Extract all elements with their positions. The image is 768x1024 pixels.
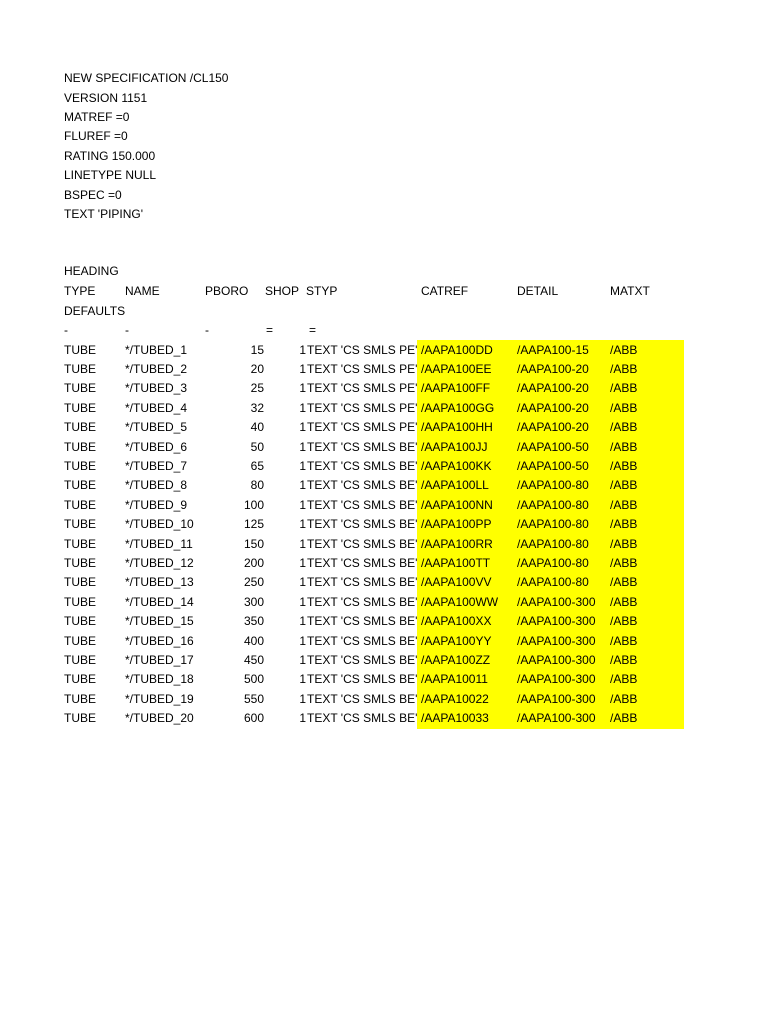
table-row: [0, 632, 768, 651]
cell-catref: /AAPA100HH: [421, 420, 493, 435]
cell-catref: /AAPA100RR: [421, 536, 493, 551]
cell-matxt: /ABB: [610, 361, 638, 376]
cell-pboro: 100: [243, 497, 264, 512]
cell-matxt: /ABB: [610, 691, 638, 706]
spec-line-text: TEXT 'PIPING': [64, 207, 144, 221]
cell-type: TUBE: [64, 439, 97, 454]
cell-shop: 1: [299, 711, 306, 726]
cell-catref: /AAPA100DD: [421, 342, 493, 357]
cell-pboro: 250: [243, 575, 264, 590]
cell-shop: 1: [299, 400, 306, 415]
cell-catref: /AAPA100TT: [421, 555, 491, 570]
cell-catref: /AAPA100WW: [421, 594, 499, 609]
spec-line-matref: MATREF =0: [64, 110, 130, 124]
cell-type: TUBE: [64, 400, 97, 415]
column-header-row: [0, 282, 768, 301]
table-row: [0, 438, 768, 457]
default-pboro: -: [205, 323, 209, 337]
cell-detail: /AAPA100-80: [517, 575, 589, 590]
spec-line-fluref: FLUREF =0: [64, 129, 128, 143]
cell-detail: /AAPA100-300: [517, 652, 596, 667]
cell-shop: 1: [299, 458, 306, 473]
cell-type: TUBE: [64, 342, 97, 357]
cell-detail: /AAPA100-300: [517, 614, 596, 629]
cell-type: TUBE: [64, 497, 97, 512]
cell-matxt: /ABB: [610, 594, 638, 609]
cell-pboro: 150: [243, 536, 264, 551]
cell-type: TUBE: [64, 711, 97, 726]
cell-shop: 1: [299, 439, 306, 454]
table-row: [0, 593, 768, 612]
cell-shop: 1: [299, 381, 306, 396]
cell-pboro: 40: [250, 420, 264, 435]
cell-shop: 1: [299, 478, 306, 493]
cell-detail: /AAPA100-300: [517, 594, 596, 609]
cell-pboro: 50: [250, 439, 264, 454]
cell-styp: TEXT 'CS SMLS BE': [307, 711, 418, 726]
cell-catref: /AAPA100KK: [421, 458, 492, 473]
cell-styp: TEXT 'CS SMLS PE': [307, 420, 418, 435]
table-row: [0, 379, 768, 398]
cell-matxt: /ABB: [610, 458, 638, 473]
cell-name: */TUBED_4: [125, 400, 188, 415]
cell-styp: TEXT 'CS SMLS PE': [307, 381, 418, 396]
cell-shop: 1: [299, 342, 306, 357]
table-row: [0, 535, 768, 554]
defaults-row: [0, 321, 768, 340]
defaults-label: DEFAULTS: [64, 304, 126, 318]
cell-styp: TEXT 'CS SMLS BE': [307, 633, 418, 648]
cell-matxt: /ABB: [610, 614, 638, 629]
cell-shop: 1: [299, 652, 306, 667]
table-row: [0, 418, 768, 437]
cell-catref: /AAPA100VV: [421, 575, 492, 590]
cell-pboro: 25: [250, 381, 264, 396]
cell-pboro: 500: [243, 672, 264, 687]
cell-catref: /AAPA10022: [421, 691, 489, 706]
cell-catref: /AAPA100LL: [421, 478, 489, 493]
cell-matxt: /ABB: [610, 439, 638, 454]
cell-detail: /AAPA100-80: [517, 555, 589, 570]
column-header-catref: CATREF: [421, 284, 469, 298]
spec-line-linetype: LINETYPE NULL: [64, 168, 157, 182]
cell-matxt: /ABB: [610, 555, 638, 570]
cell-detail: /AAPA100-300: [517, 711, 596, 726]
cell-catref: /AAPA10033: [421, 711, 489, 726]
cell-shop: 1: [299, 497, 306, 512]
table-row: [0, 651, 768, 670]
cell-pboro: 450: [243, 652, 264, 667]
cell-catref: /AAPA100NN: [421, 497, 493, 512]
cell-styp: TEXT 'CS SMLS PE': [307, 361, 418, 376]
cell-detail: /AAPA100-20: [517, 400, 589, 415]
cell-name: */TUBED_6: [125, 439, 188, 454]
cell-name: */TUBED_18: [125, 672, 194, 687]
cell-name: */TUBED_10: [125, 517, 194, 532]
default-styp: =: [309, 323, 317, 337]
cell-name: */TUBED_5: [125, 420, 188, 435]
table-row: [0, 670, 768, 689]
cell-pboro: 15: [250, 342, 264, 357]
cell-shop: 1: [299, 361, 306, 376]
cell-type: TUBE: [64, 575, 97, 590]
spec-line-rating: RATING 150.000: [64, 149, 156, 163]
cell-type: TUBE: [64, 536, 97, 551]
cell-type: TUBE: [64, 478, 97, 493]
cell-name: */TUBED_3: [125, 381, 188, 396]
cell-type: TUBE: [64, 555, 97, 570]
cell-matxt: /ABB: [610, 633, 638, 648]
cell-name: */TUBED_14: [125, 594, 194, 609]
cell-shop: 1: [299, 420, 306, 435]
column-header-type: TYPE: [64, 284, 96, 298]
table-row: [0, 709, 768, 728]
cell-name: */TUBED_13: [125, 575, 194, 590]
cell-type: TUBE: [64, 517, 97, 532]
cell-name: */TUBED_12: [125, 555, 194, 570]
cell-styp: TEXT 'CS SMLS PE': [307, 400, 418, 415]
cell-detail: /AAPA100-20: [517, 381, 589, 396]
table-row: [0, 573, 768, 592]
cell-catref: /AAPA100XX: [421, 614, 492, 629]
cell-catref: /AAPA100ZZ: [421, 652, 491, 667]
cell-styp: TEXT 'CS SMLS BE': [307, 594, 418, 609]
column-header-name: NAME: [125, 284, 160, 298]
cell-name: */TUBED_20: [125, 711, 194, 726]
cell-styp: TEXT 'CS SMLS PE': [307, 342, 418, 357]
cell-matxt: /ABB: [610, 652, 638, 667]
table-row: [0, 341, 768, 360]
cell-type: TUBE: [64, 633, 97, 648]
cell-pboro: 200: [243, 555, 264, 570]
cell-pboro: 125: [243, 517, 264, 532]
column-header-detail: DETAIL: [517, 284, 559, 298]
cell-detail: /AAPA100-20: [517, 420, 589, 435]
cell-shop: 1: [299, 633, 306, 648]
cell-detail: /AAPA100-80: [517, 478, 589, 493]
cell-shop: 1: [299, 691, 306, 706]
cell-styp: TEXT 'CS SMLS BE': [307, 458, 418, 473]
cell-name: */TUBED_8: [125, 478, 188, 493]
table-row: [0, 554, 768, 573]
cell-shop: 1: [299, 672, 306, 687]
cell-styp: TEXT 'CS SMLS BE': [307, 497, 418, 512]
column-header-matxt: MATXT: [610, 284, 650, 298]
table-row: [0, 612, 768, 631]
table-row: [0, 360, 768, 379]
cell-catref: /AAPA100YY: [421, 633, 492, 648]
cell-type: TUBE: [64, 361, 97, 376]
cell-styp: TEXT 'CS SMLS BE': [307, 614, 418, 629]
table-row: [0, 690, 768, 709]
table-row: [0, 476, 768, 495]
cell-catref: /AAPA100EE: [421, 361, 492, 376]
cell-matxt: /ABB: [610, 478, 638, 493]
cell-type: TUBE: [64, 691, 97, 706]
cell-matxt: /ABB: [610, 575, 638, 590]
cell-type: TUBE: [64, 458, 97, 473]
cell-type: TUBE: [64, 652, 97, 667]
cell-name: */TUBED_11: [125, 536, 193, 551]
cell-shop: 1: [299, 594, 306, 609]
cell-matxt: /ABB: [610, 536, 638, 551]
cell-styp: TEXT 'CS SMLS BE': [307, 439, 418, 454]
cell-catref: /AAPA10011: [421, 672, 488, 687]
cell-matxt: /ABB: [610, 420, 638, 435]
cell-detail: /AAPA100-300: [517, 691, 596, 706]
table-row: [0, 496, 768, 515]
cell-matxt: /ABB: [610, 497, 638, 512]
cell-name: */TUBED_1: [125, 342, 188, 357]
cell-pboro: 300: [243, 594, 264, 609]
column-header-shop: SHOP: [265, 284, 300, 298]
cell-pboro: 80: [250, 478, 264, 493]
cell-matxt: /ABB: [610, 381, 638, 396]
table-row: [0, 457, 768, 476]
cell-pboro: 20: [250, 361, 264, 376]
cell-matxt: /ABB: [610, 342, 638, 357]
cell-styp: TEXT 'CS SMLS BE': [307, 478, 418, 493]
cell-styp: TEXT 'CS SMLS BE': [307, 555, 418, 570]
cell-shop: 1: [299, 555, 306, 570]
cell-type: TUBE: [64, 594, 97, 609]
cell-type: TUBE: [64, 420, 97, 435]
cell-catref: /AAPA100GG: [421, 400, 495, 415]
cell-pboro: 65: [250, 458, 264, 473]
cell-pboro: 32: [250, 400, 264, 415]
cell-detail: /AAPA100-50: [517, 439, 589, 454]
cell-shop: 1: [299, 517, 306, 532]
cell-name: */TUBED_16: [125, 633, 194, 648]
spec-line-version: VERSION 1151: [64, 91, 148, 105]
cell-catref: /AAPA100FF: [421, 381, 491, 396]
table-row: [0, 515, 768, 534]
cell-name: */TUBED_2: [125, 361, 188, 376]
cell-styp: TEXT 'CS SMLS BE': [307, 691, 418, 706]
cell-detail: /AAPA100-80: [517, 536, 589, 551]
column-header-styp: STYP: [306, 284, 338, 298]
cell-name: */TUBED_15: [125, 614, 194, 629]
default-name: -: [125, 323, 129, 337]
cell-name: */TUBED_19: [125, 691, 194, 706]
cell-detail: /AAPA100-50: [517, 458, 589, 473]
default-shop: =: [266, 323, 274, 337]
cell-shop: 1: [299, 536, 306, 551]
cell-matxt: /ABB: [610, 711, 638, 726]
cell-name: */TUBED_9: [125, 497, 188, 512]
cell-matxt: /ABB: [610, 400, 638, 415]
cell-styp: TEXT 'CS SMLS BE': [307, 672, 418, 687]
cell-styp: TEXT 'CS SMLS BE': [307, 517, 418, 532]
cell-detail: /AAPA100-20: [517, 361, 589, 376]
cell-detail: /AAPA100-80: [517, 517, 589, 532]
cell-shop: 1: [299, 575, 306, 590]
cell-pboro: 400: [243, 633, 264, 648]
cell-styp: TEXT 'CS SMLS BE': [307, 652, 418, 667]
cell-styp: TEXT 'CS SMLS BE': [307, 536, 418, 551]
cell-detail: /AAPA100-15: [517, 342, 589, 357]
cell-name: */TUBED_7: [125, 458, 188, 473]
cell-detail: /AAPA100-300: [517, 633, 596, 648]
cell-matxt: /ABB: [610, 517, 638, 532]
heading-label: HEADING: [64, 264, 119, 278]
cell-type: TUBE: [64, 614, 97, 629]
cell-type: TUBE: [64, 381, 97, 396]
cell-detail: /AAPA100-300: [517, 672, 596, 687]
cell-matxt: /ABB: [610, 672, 638, 687]
table-row: [0, 399, 768, 418]
cell-type: TUBE: [64, 672, 97, 687]
cell-shop: 1: [299, 614, 306, 629]
cell-detail: /AAPA100-80: [517, 497, 589, 512]
cell-catref: /AAPA100JJ: [421, 439, 488, 454]
cell-catref: /AAPA100PP: [421, 517, 492, 532]
cell-pboro: 350: [243, 614, 264, 629]
column-header-pboro: PBORO: [205, 284, 249, 298]
default-type: -: [64, 323, 68, 337]
spec-line-title: NEW SPECIFICATION /CL150: [64, 71, 229, 85]
cell-styp: TEXT 'CS SMLS BE': [307, 575, 418, 590]
cell-pboro: 600: [243, 711, 264, 726]
cell-name: */TUBED_17: [125, 652, 194, 667]
cell-pboro: 550: [243, 691, 264, 706]
spec-line-bspec: BSPEC =0: [64, 188, 122, 202]
